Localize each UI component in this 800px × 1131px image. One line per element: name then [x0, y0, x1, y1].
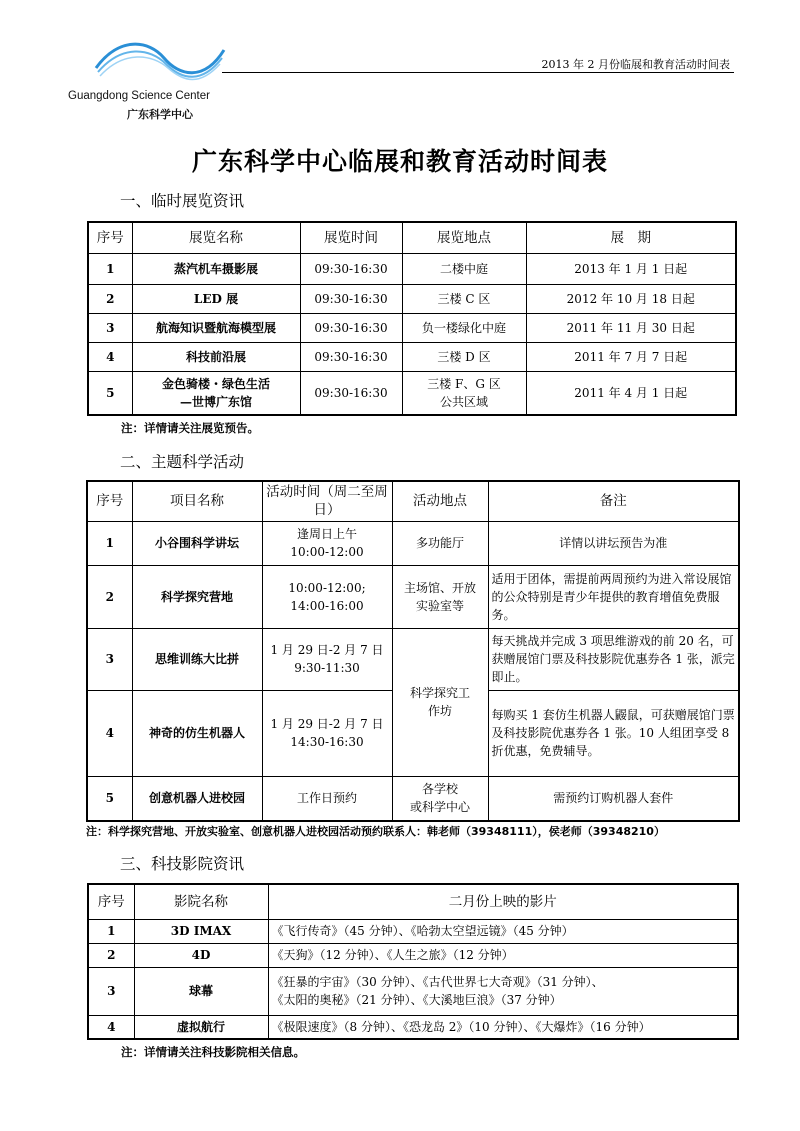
table-header-row [88, 884, 738, 919]
column-header: 序号 [88, 884, 134, 919]
exhibition-name: 科技前沿展 [132, 342, 300, 371]
cinema-name: 4D [134, 943, 268, 967]
wave-logo-icon [94, 38, 226, 86]
table-row [88, 342, 736, 371]
table-row [88, 967, 738, 1015]
cinema-films: 《飞行传奇》（45 分钟）、《哈勃太空望远镜》（45 分钟） [268, 919, 738, 943]
table-row [88, 371, 736, 415]
exhibition-period: 2011 年 4 月 1 日起 [526, 371, 736, 415]
activity-time [262, 690, 392, 776]
activity-time-line: 逢周日上午 [296, 527, 357, 541]
row-number: 4 [87, 690, 132, 776]
column-header: 展 期 [526, 222, 736, 253]
activity-place [392, 565, 488, 628]
activity-time [262, 628, 392, 690]
activity-place-line: 或科学中心 [409, 800, 470, 815]
activity-name: 神奇的仿生机器人 [132, 690, 262, 776]
table-header-row [88, 222, 736, 253]
exhibition-time: 09:30-16:30 [300, 371, 402, 415]
activity-name: 科学探究营地 [132, 565, 262, 628]
exhibition-name [132, 371, 300, 415]
row-number: 1 [88, 253, 132, 284]
activities-note: 注：科学探究营地、开放实验室、创意机器人进校园活动预约联系人：韩老师（39348111），侯老师（39348210） [86, 825, 665, 838]
activity-place [392, 776, 488, 821]
cinema-films: 《天狗》（12 分钟）、《人生之旅》（12 分钟） [268, 943, 738, 967]
row-number: 1 [87, 521, 132, 565]
table-row [87, 776, 739, 821]
table-row [88, 919, 738, 943]
column-header: 展览地点 [402, 222, 526, 253]
table-row [87, 628, 739, 690]
activity-place: 多功能厅 [392, 521, 488, 565]
cinema-name: 虚拟航行 [134, 1015, 268, 1039]
exhibition-place: 三楼 C 区 [402, 284, 526, 313]
activity-time [262, 565, 392, 628]
activity-place [392, 628, 488, 776]
column-header: 备注 [488, 481, 739, 521]
table-header-row [87, 481, 739, 521]
column-header: 序号 [87, 481, 132, 521]
exhibition-place: 三楼 D 区 [402, 342, 526, 371]
column-header: 二月份上映的影片 [268, 884, 738, 919]
exhibition-place [402, 371, 526, 415]
activity-place-line: 主场馆、开放 [403, 580, 476, 595]
exhibition-name-line: —世博广东馆 [179, 394, 252, 409]
activity-place-line: 作坊 [427, 704, 452, 718]
column-header: 活动时间（周二至周日） [262, 481, 392, 521]
activity-time-line: 1 月 29 日-2 月 7 日 [270, 717, 384, 731]
exhibition-time: 09:30-16:30 [300, 313, 402, 342]
column-header: 序号 [88, 222, 132, 253]
table-row [88, 1015, 738, 1039]
activity-time [262, 521, 392, 565]
activity-time-line: 10:00-12:00; [288, 580, 366, 595]
section-heading-activities: 二、主题科学活动 [120, 453, 245, 471]
table-row [88, 253, 736, 284]
activity-place-line: 各学校 [421, 782, 458, 797]
column-header: 活动地点 [392, 481, 488, 521]
cinema-name: 球幕 [134, 967, 268, 1015]
activities-table [86, 480, 740, 822]
exhibition-name-line: 金色骑楼・绿色生活 [161, 376, 270, 391]
column-header: 项目名称 [132, 481, 262, 521]
row-number: 2 [88, 943, 134, 967]
exhibition-place-line: 三楼 F、G 区 [427, 376, 501, 391]
cinema-films-line: 《狂暴的宇宙》（30 分钟）、《古代世界七大奇观》（31 分钟）、 [271, 975, 604, 989]
exhibition-time: 09:30-16:30 [300, 342, 402, 371]
section-heading-cinema: 三、科技影院资讯 [120, 855, 245, 873]
table-row [87, 565, 739, 628]
page-title: 广东科学中心临展和教育活动时间表 [191, 147, 608, 176]
document-label: 2013 年 2 月份临展和教育活动时间表 [541, 58, 730, 71]
activity-time: 工作日预约 [262, 776, 392, 821]
exhibition-period: 2011 年 7 月 7 日起 [526, 342, 736, 371]
gsc-logo [68, 38, 238, 128]
activity-time-line: 14:30-16:30 [290, 735, 364, 749]
activity-remark: 每购买 1 套仿生机器人鼹鼠，可获赠展馆门票及科技影院优惠券各 1 张。10 人组团享受 8 折优惠，免费辅导。 [488, 690, 739, 776]
exhibition-place-line: 公共区域 [439, 394, 488, 409]
row-number: 5 [88, 371, 132, 415]
column-header: 展览时间 [300, 222, 402, 253]
exhibitions-table [87, 221, 737, 416]
exhibition-name: LED 展 [132, 284, 300, 313]
cinema-films [268, 967, 738, 1015]
logo-english-name: Guangdong Science Center [68, 90, 210, 102]
exhibitions-note: 注：详情请关注展览预告。 [121, 421, 259, 435]
exhibition-name: 蒸汽机车摄影展 [132, 253, 300, 284]
cinema-name: 3D IMAX [134, 919, 268, 943]
exhibition-place: 负一楼绿化中庭 [402, 313, 526, 342]
section-heading-exhibitions: 一、临时展览资讯 [120, 192, 245, 210]
activity-time-line: 9:30-11:30 [294, 661, 360, 675]
row-number: 3 [88, 313, 132, 342]
header-divider [222, 72, 734, 73]
cinema-table [87, 883, 739, 1040]
cinema-note: 注：详情请关注科技影院相关信息。 [121, 1045, 305, 1059]
activity-remark: 需预约订购机器人套件 [488, 776, 739, 821]
activity-time-line: 10:00-12:00 [290, 545, 364, 559]
exhibition-period: 2012 年 10 月 18 日起 [526, 284, 736, 313]
row-number: 1 [88, 919, 134, 943]
activity-name: 思维训练大比拼 [132, 628, 262, 690]
activity-remark: 适用于团体，需提前两周预约为进入常设展馆的公众特别是青少年提供的教育增值免费服务。 [488, 565, 739, 628]
row-number: 2 [88, 284, 132, 313]
activity-place-line: 实验室等 [415, 598, 464, 613]
row-number: 4 [88, 342, 132, 371]
table-row [87, 521, 739, 565]
exhibition-name: 航海知识暨航海模型展 [132, 313, 300, 342]
row-number: 4 [88, 1015, 134, 1039]
table-row [88, 313, 736, 342]
activity-time-line: 1 月 29 日-2 月 7 日 [270, 643, 384, 657]
row-number: 2 [87, 565, 132, 628]
exhibition-period: 2013 年 1 月 1 日起 [526, 253, 736, 284]
table-row [88, 943, 738, 967]
activity-remark: 详情以讲坛预告为准 [488, 521, 739, 565]
cinema-films-line: 《太阳的奥秘》（21 分钟）、《大溪地巨浪》（37 分钟） [271, 993, 562, 1007]
row-number: 5 [87, 776, 132, 821]
column-header: 影院名称 [134, 884, 268, 919]
cinema-films: 《极限速度》（8 分钟）、《恐龙岛 2》（10 分钟）、《大爆炸》（16 分钟） [268, 1015, 738, 1039]
row-number: 3 [88, 967, 134, 1015]
row-number: 3 [87, 628, 132, 690]
activity-name: 创意机器人进校园 [132, 776, 262, 821]
activity-time-line: 14:00-16:00 [290, 598, 364, 613]
table-row [88, 284, 736, 313]
activity-place-line: 科学探究工 [409, 686, 470, 700]
exhibition-time: 09:30-16:30 [300, 253, 402, 284]
column-header: 展览名称 [132, 222, 300, 253]
activity-remark: 每天挑战并完成 3 项思维游戏的前 20 名，可获赠展馆门票及科技影院优惠券各 1 张，派完即止。 [488, 628, 739, 690]
exhibition-place: 二楼中庭 [402, 253, 526, 284]
exhibition-time: 09:30-16:30 [300, 284, 402, 313]
activity-name: 小谷围科学讲坛 [132, 521, 262, 565]
logo-chinese-name: 广东科学中心 [127, 108, 193, 121]
exhibition-period: 2011 年 11 月 30 日起 [526, 313, 736, 342]
